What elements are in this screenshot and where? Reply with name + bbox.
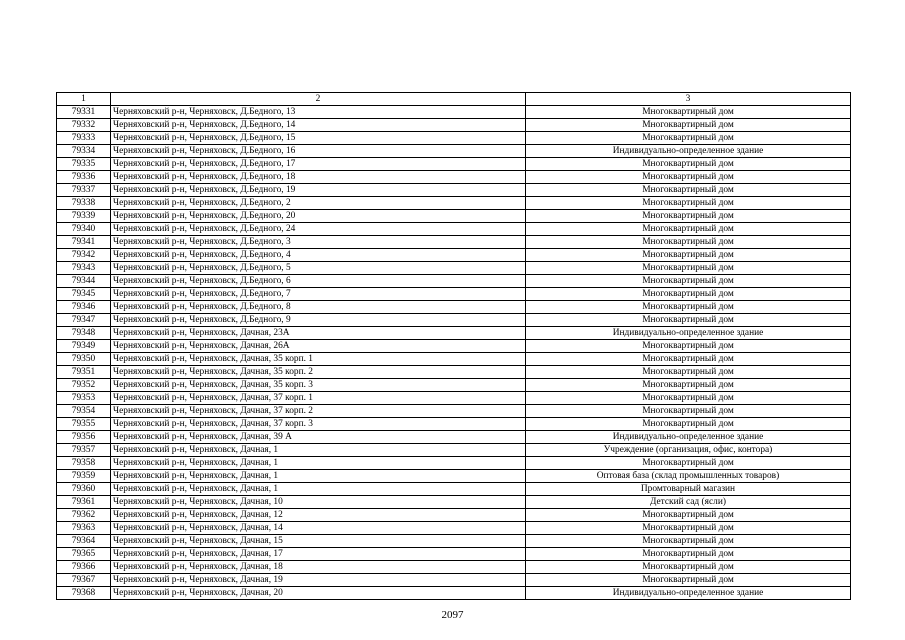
row-building-type: Многоквартирный дом — [526, 535, 851, 548]
row-building-type: Многоквартирный дом — [526, 405, 851, 418]
table-row — [57, 561, 851, 574]
row-id: 79357 — [57, 444, 111, 457]
row-building-type: Многоквартирный дом — [526, 522, 851, 535]
row-address: Черняховский р-н, Черняховск, Дачная, 39 А — [111, 431, 526, 444]
table-row — [57, 262, 851, 275]
row-address: Черняховский р-н, Черняховск, Дачная, 17 — [111, 548, 526, 561]
row-building-type: Многоквартирный дом — [526, 340, 851, 353]
row-building-type: Многоквартирный дом — [526, 548, 851, 561]
row-building-type: Многоквартирный дом — [526, 275, 851, 288]
row-address: Черняховский р-н, Черняховск, Дачная, 20 — [111, 587, 526, 600]
row-id: 79341 — [57, 236, 111, 249]
table-row — [57, 522, 851, 535]
table-row — [57, 405, 851, 418]
row-address: Черняховский р-н, Черняховск, Дачная, 37 корп. 1 — [111, 392, 526, 405]
row-building-type: Многоквартирный дом — [526, 184, 851, 197]
row-building-type: Индивидуально-определенное здание — [526, 587, 851, 600]
row-address: Черняховский р-н, Черняховск, Д.Бедного, 4 — [111, 249, 526, 262]
table-row — [57, 587, 851, 600]
row-address: Черняховский р-н, Черняховск, Дачная, 23А — [111, 327, 526, 340]
table-row — [57, 366, 851, 379]
table-row — [57, 483, 851, 496]
row-address: Черняховский р-н, Черняховск, Дачная, 15 — [111, 535, 526, 548]
row-id: 79332 — [57, 119, 111, 132]
row-building-type: Многоквартирный дом — [526, 210, 851, 223]
row-building-type: Многоквартирный дом — [526, 574, 851, 587]
row-address: Черняховский р-н, Черняховск, Дачная, 37 корп. 2 — [111, 405, 526, 418]
row-address: Черняховский р-н, Черняховск, Дачная, 26А — [111, 340, 526, 353]
row-id: 79345 — [57, 288, 111, 301]
row-id: 79359 — [57, 470, 111, 483]
row-id: 79348 — [57, 327, 111, 340]
row-address: Черняховский р-н, Черняховск, Д.Бедного, 18 — [111, 171, 526, 184]
table-row — [57, 301, 851, 314]
table-row — [57, 340, 851, 353]
table-row — [57, 457, 851, 470]
row-address: Черняховский р-н, Черняховск, Д.Бедного, 2 — [111, 197, 526, 210]
row-building-type: Многоквартирный дом — [526, 314, 851, 327]
row-building-type: Оптовая база (склад промышленных товаров) — [526, 470, 851, 483]
column-header-3: 3 — [526, 93, 851, 106]
row-id: 79346 — [57, 301, 111, 314]
table-row — [57, 288, 851, 301]
row-address: Черняховский р-н, Черняховск, Д.Бедного, 9 — [111, 314, 526, 327]
row-id: 79339 — [57, 210, 111, 223]
table-row — [57, 158, 851, 171]
row-id: 79368 — [57, 587, 111, 600]
page-number: 2097 — [441, 609, 464, 621]
table-row — [57, 119, 851, 132]
row-address: Черняховский р-н, Черняховск, Дачная, 14 — [111, 522, 526, 535]
row-address: Черняховский р-н, Черняховск, Дачная, 1 — [111, 470, 526, 483]
row-id: 79365 — [57, 548, 111, 561]
table-row — [57, 470, 851, 483]
row-id: 79335 — [57, 158, 111, 171]
table-row — [57, 327, 851, 340]
table-row — [57, 197, 851, 210]
row-id: 79352 — [57, 379, 111, 392]
row-id: 79350 — [57, 353, 111, 366]
table-body — [57, 93, 851, 600]
row-building-type: Многоквартирный дом — [526, 171, 851, 184]
table-row — [57, 210, 851, 223]
row-building-type: Многоквартирный дом — [526, 249, 851, 262]
row-id: 79333 — [57, 132, 111, 145]
table-row — [57, 431, 851, 444]
row-building-type: Многоквартирный дом — [526, 106, 851, 119]
row-building-type: Многоквартирный дом — [526, 418, 851, 431]
row-building-type: Многоквартирный дом — [526, 132, 851, 145]
table-row — [57, 574, 851, 587]
row-id: 79363 — [57, 522, 111, 535]
row-building-type: Многоквартирный дом — [526, 509, 851, 522]
row-address: Черняховский р-н, Черняховск, Д.Бедного, 13 — [111, 106, 526, 119]
row-address: Черняховский р-н, Черняховск, Д.Бедного, 8 — [111, 301, 526, 314]
table-row — [57, 509, 851, 522]
row-id: 79338 — [57, 197, 111, 210]
table-row — [57, 223, 851, 236]
row-building-type: Многоквартирный дом — [526, 197, 851, 210]
row-address: Черняховский р-н, Черняховск, Дачная, 35 корп. 3 — [111, 379, 526, 392]
table-row — [57, 145, 851, 158]
row-building-type: Учреждение (организация, офис, контора) — [526, 444, 851, 457]
row-address: Черняховский р-н, Черняховск, Д.Бедного, 6 — [111, 275, 526, 288]
row-address: Черняховский р-н, Черняховск, Д.Бедного, 16 — [111, 145, 526, 158]
table-row — [57, 548, 851, 561]
row-id: 79337 — [57, 184, 111, 197]
row-id: 79344 — [57, 275, 111, 288]
row-building-type: Индивидуально-определенное здание — [526, 327, 851, 340]
column-header-1: 1 — [57, 93, 111, 106]
row-building-type: Многоквартирный дом — [526, 379, 851, 392]
table-row — [57, 184, 851, 197]
table-row — [57, 379, 851, 392]
row-address: Черняховский р-н, Черняховск, Д.Бедного, 5 — [111, 262, 526, 275]
address-table — [56, 92, 851, 600]
table-row — [57, 535, 851, 548]
row-id: 79361 — [57, 496, 111, 509]
row-building-type: Многоквартирный дом — [526, 353, 851, 366]
row-building-type: Многоквартирный дом — [526, 236, 851, 249]
row-building-type: Многоквартирный дом — [526, 288, 851, 301]
row-address: Черняховский р-н, Черняховск, Д.Бедного, 24 — [111, 223, 526, 236]
row-building-type: Промтоварный магазин — [526, 483, 851, 496]
row-id: 79334 — [57, 145, 111, 158]
column-header-2: 2 — [111, 93, 526, 106]
row-building-type: Многоквартирный дом — [526, 561, 851, 574]
row-id: 79356 — [57, 431, 111, 444]
row-address: Черняховский р-н, Черняховск, Дачная, 1 — [111, 483, 526, 496]
row-id: 79351 — [57, 366, 111, 379]
table-row — [57, 132, 851, 145]
table-row — [57, 418, 851, 431]
row-address: Черняховский р-н, Черняховск, Дачная, 1 — [111, 457, 526, 470]
table-row — [57, 236, 851, 249]
table-row — [57, 353, 851, 366]
table-row — [57, 171, 851, 184]
table-row — [57, 314, 851, 327]
row-building-type: Многоквартирный дом — [526, 457, 851, 470]
row-address: Черняховский р-н, Черняховск, Дачная, 35 корп. 1 — [111, 353, 526, 366]
row-id: 79340 — [57, 223, 111, 236]
row-id: 79358 — [57, 457, 111, 470]
row-building-type: Многоквартирный дом — [526, 158, 851, 171]
row-id: 79343 — [57, 262, 111, 275]
row-building-type: Индивидуально-определенное здание — [526, 145, 851, 158]
row-id: 79364 — [57, 535, 111, 548]
row-building-type: Детский сад (ясли) — [526, 496, 851, 509]
row-id: 79331 — [57, 106, 111, 119]
table-row — [57, 496, 851, 509]
row-building-type: Многоквартирный дом — [526, 301, 851, 314]
row-id: 79354 — [57, 405, 111, 418]
row-address: Черняховский р-н, Черняховск, Д.Бедного, 3 — [111, 236, 526, 249]
table-row — [57, 249, 851, 262]
table-row — [57, 106, 851, 119]
table-row — [57, 275, 851, 288]
row-building-type: Многоквартирный дом — [526, 392, 851, 405]
row-address: Черняховский р-н, Черняховск, Дачная, 18 — [111, 561, 526, 574]
row-address: Черняховский р-н, Черняховск, Д.Бедного, 7 — [111, 288, 526, 301]
row-building-type: Многоквартирный дом — [526, 223, 851, 236]
row-address: Черняховский р-н, Черняховск, Дачная, 37 корп. 3 — [111, 418, 526, 431]
row-address: Черняховский р-н, Черняховск, Д.Бедного, 19 — [111, 184, 526, 197]
row-id: 79342 — [57, 249, 111, 262]
table-row — [57, 444, 851, 457]
row-id: 79360 — [57, 483, 111, 496]
row-id: 79367 — [57, 574, 111, 587]
row-id: 79353 — [57, 392, 111, 405]
row-building-type: Индивидуально-определенное здание — [526, 431, 851, 444]
row-address: Черняховский р-н, Черняховск, Дачная, 10 — [111, 496, 526, 509]
row-address: Черняховский р-н, Черняховск, Дачная, 35 корп. 2 — [111, 366, 526, 379]
table-row — [57, 392, 851, 405]
row-id: 79349 — [57, 340, 111, 353]
table-header-row — [57, 93, 851, 106]
row-id: 79362 — [57, 509, 111, 522]
row-address: Черняховский р-н, Черняховск, Д.Бедного, 17 — [111, 158, 526, 171]
row-address: Черняховский р-н, Черняховск, Д.Бедного, 15 — [111, 132, 526, 145]
row-id: 79347 — [57, 314, 111, 327]
row-id: 79336 — [57, 171, 111, 184]
row-building-type: Многоквартирный дом — [526, 119, 851, 132]
row-address: Черняховский р-н, Черняховск, Д.Бедного, 20 — [111, 210, 526, 223]
row-address: Черняховский р-н, Черняховск, Дачная, 19 — [111, 574, 526, 587]
row-address: Черняховский р-н, Черняховск, Дачная, 12 — [111, 509, 526, 522]
row-id: 79366 — [57, 561, 111, 574]
row-building-type: Многоквартирный дом — [526, 262, 851, 275]
row-address: Черняховский р-н, Черняховск, Дачная, 1 — [111, 444, 526, 457]
row-building-type: Многоквартирный дом — [526, 366, 851, 379]
row-id: 79355 — [57, 418, 111, 431]
row-address: Черняховский р-н, Черняховск, Д.Бедного, 14 — [111, 119, 526, 132]
